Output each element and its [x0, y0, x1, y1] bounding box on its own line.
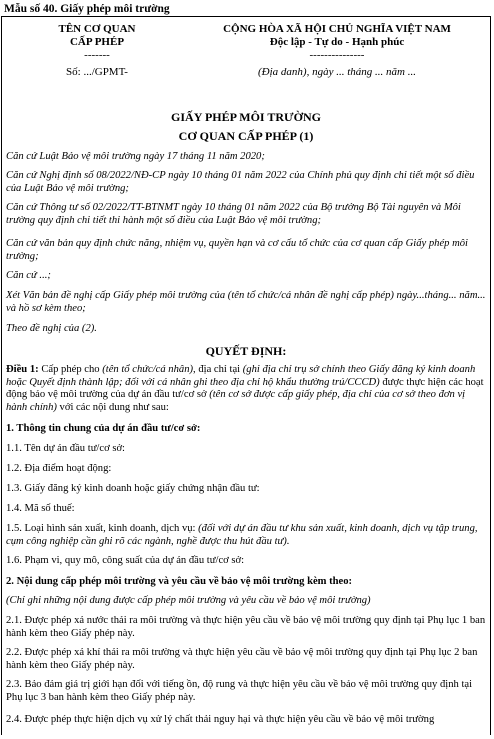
item-1-5-text: 1.5. Loại hình sản xuất, kinh doanh, dịch vụ:	[6, 523, 199, 534]
motto: Độc lập - Tự do - Hạnh phúc	[269, 36, 405, 48]
section-2-heading: 2. Nội dung cấp phép môi trường và yêu cầu về bảo vệ môi trường kèm theo:	[6, 576, 353, 587]
article-1-label: Điều 1:	[6, 364, 39, 375]
issuer-title: CƠ QUAN CẤP PHÉP (1)	[178, 129, 314, 143]
article-1-text-b: , địa chỉ tại	[193, 364, 243, 375]
decision-title: QUYẾT ĐỊNH:	[205, 344, 287, 358]
document-title: GIẤY PHÉP MÔI TRƯỜNG	[171, 110, 321, 124]
item-2-2: 2.2. Được phép xả khí thải ra môi trường và thực hiện yêu cầu về bảo vệ môi trường quy định tại Phụ lục 2 ban hành kèm theo Giấy phép này.	[6, 647, 478, 671]
item-2-3: 2.3. Bảo đảm giá trị giới hạn đối với tiếng ồn, độ rung và thực hiện yêu cầu về bảo vệ môi trường quy định tại Phụ lục 3 ban hành kèm theo Giấy phép này.	[6, 679, 473, 703]
item-1-4: 1.4. Mã số thuế:	[6, 503, 75, 514]
section-1-heading: 1. Thông tin chung của dự án đầu tư/cơ sở:	[6, 423, 201, 434]
section-2-note: (Chỉ ghi những nội dung được cấp phép môi trường và yêu cầu về bảo vệ môi trường)	[6, 595, 371, 606]
nation-block	[187, 23, 487, 79]
agency-line1: TÊN CƠ QUAN	[58, 23, 136, 35]
article-1-text-a: Cấp phép cho	[38, 364, 103, 375]
agency-line2: CẤP PHÉP	[69, 36, 125, 48]
article-1-text-c: được thực hiện các hoạt động bảo vệ môi trường của dự án đầu tư/cơ sở	[6, 376, 484, 401]
agency-block	[32, 23, 162, 79]
basis-proposal: Theo đề nghị của (2).	[6, 323, 97, 334]
article-1-note-c: (tên cơ sở được cấp giấy phép, địa chỉ của cơ sở theo đơn vị hành chính)	[6, 389, 466, 413]
item-1-5	[6, 523, 486, 548]
basis-mandate: Căn cứ văn bản quy định chức năng, nhiệm vụ, quyền hạn và cơ cấu tổ chức của cơ quan cấp Giấy phép môi trường;	[6, 238, 468, 262]
basis-application: Xét Văn bản đề nghị cấp Giấy phép môi trường của (tên tổ chức/cá nhân đề nghị cấp phép) ngày...tháng... năm... và hồ sơ kèm theo;	[6, 290, 486, 314]
item-1-3: 1.3. Giấy đăng ký kinh doanh hoặc giấy chứng nhận đầu tư:	[6, 483, 260, 494]
basis-decree: Căn cứ Nghị định số 08/2022/NĐ-CP ngày 10 tháng 01 năm 2022 của Chính phủ quy định chi tiết một số điều của Luật Bảo vệ môi trường;	[6, 170, 475, 194]
motto-separator: ---------------	[309, 49, 365, 61]
item-1-1: 1.1. Tên dự án đầu tư/cơ sở:	[6, 443, 125, 454]
article-1-note-a: (tên tổ chức/cá nhân)	[102, 364, 194, 375]
article-1-text-d: với các nội dung như sau:	[56, 401, 169, 413]
item-2-4: 2.4. Được phép thực hiện dịch vụ xử lý chất thải nguy hại và thực hiện yêu cầu về bảo vệ môi trường	[6, 714, 435, 725]
document-frame	[1, 16, 491, 735]
item-1-6: 1.6. Phạm vi, quy mô, công suất của dự án đầu tư/cơ sở:	[6, 555, 245, 566]
document-number: Số: .../GPMT-	[66, 66, 128, 78]
article-1	[6, 364, 486, 414]
form-label: Mẫu số 40. Giấy phép môi trường	[4, 3, 170, 15]
article-1-note-b: (ghi địa chỉ trụ sở chính theo Giấy đăng ký kinh doanh hoặc Quyết định thành lập; đối với cá nhân ghi theo địa chỉ hộ khẩu thường trú/CCCD)	[6, 364, 476, 388]
basis-circular: Căn cứ Thông tư số 02/2022/TT-BTNMT ngày 10 tháng 01 năm 2022 của Bộ trưởng Bộ Tài nguyên và Môi trường quy định chi tiết thi hành một số điều của Luật Bảo vệ môi trường;	[6, 202, 461, 226]
item-1-2: 1.2. Địa điểm hoạt động:	[6, 463, 112, 474]
agency-separator: -------	[84, 49, 110, 61]
basis-law: Căn cứ Luật Bảo vệ môi trường ngày 17 tháng 11 năm 2020;	[6, 151, 265, 162]
place-date: (Địa danh), ngày ... tháng ... năm ...	[258, 66, 416, 78]
item-2-1: 2.1. Được phép xả nước thải ra môi trường và thực hiện yêu cầu về bảo vệ môi trường quy định tại Phụ lục 1 ban hành kèm theo Giấy phép này.	[6, 615, 486, 639]
item-1-5-note: (đối với dự án đầu tư khu sản xuất, kinh doanh, dịch vụ tập trung, cụm công nghiệp cần ghi rõ các ngành, nghề được thu hút đầu tư).	[6, 523, 478, 547]
nation-title: CỘNG HÒA XÃ HỘI CHỦ NGHĨA VIỆT NAM	[223, 23, 451, 35]
basis-other: Căn cứ ...;	[6, 270, 51, 281]
